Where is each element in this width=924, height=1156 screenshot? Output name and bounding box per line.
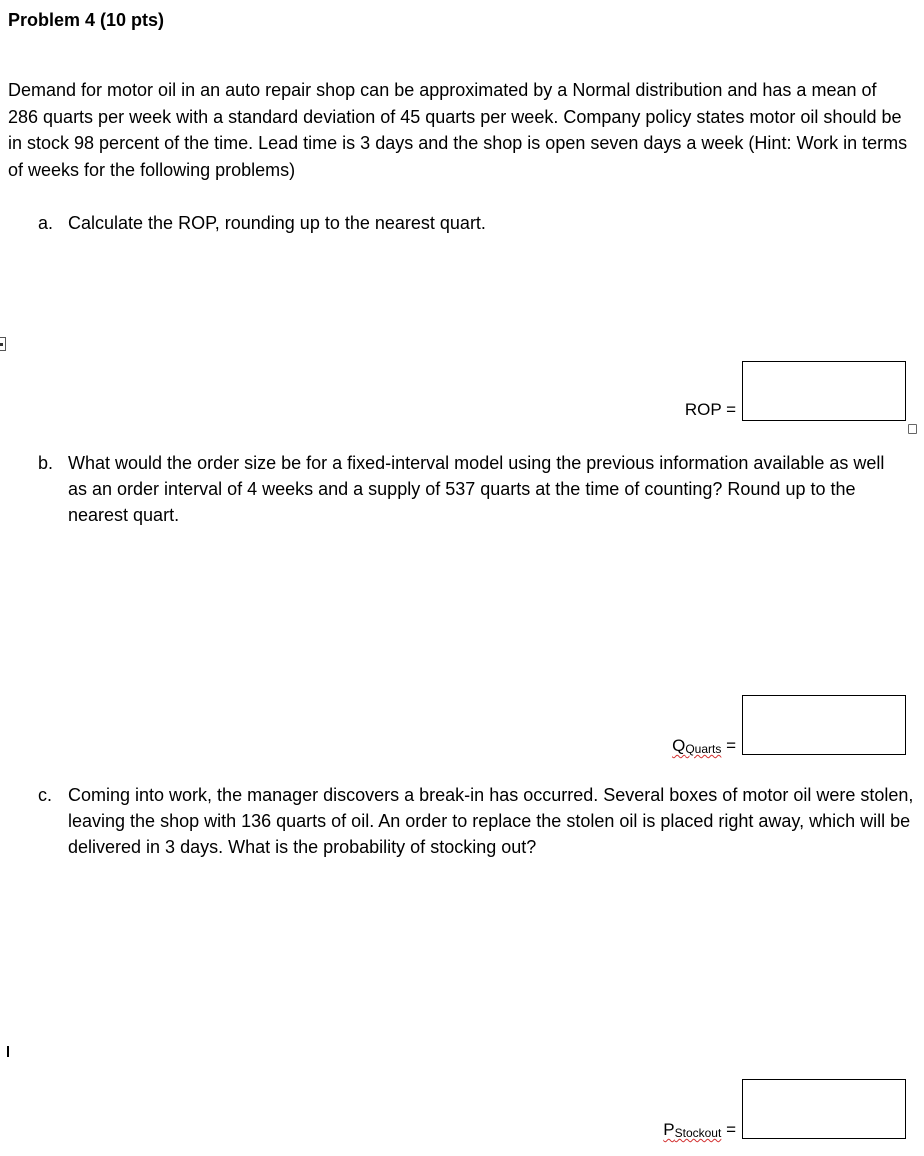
question-a (38, 210, 898, 236)
problem-title: Problem 4 (10 pts) (8, 10, 165, 30)
problem-intro: Demand for motor oil in an auto repair shop can be approximated by a Normal distribution and has a mean of 286 quarts per week with a standard deviation of 45 quarts per week. Company policy states motor oil should be in stock 98 percent of the time. Lead time is 3 days and the shop is open seven days a week (Hint: Work in terms of weeks for the following problems) (8, 80, 908, 180)
side-marker (0, 337, 6, 351)
question-a-letter: a. (38, 213, 54, 233)
q-subscript: Quarts (685, 742, 722, 756)
p-equals: = (726, 1120, 736, 1139)
resize-handle-icon[interactable] (908, 424, 917, 434)
question-a-text: Calculate the ROP, rounding up to the nearest quart. (68, 213, 486, 233)
question-c (38, 782, 918, 860)
p-stockout-symbol (663, 1120, 721, 1139)
marker-dot (0, 343, 3, 346)
question-b (38, 450, 898, 528)
q-equals: = (726, 736, 736, 755)
q-quarts-symbol (672, 736, 721, 755)
p-subscript: Stockout (674, 1126, 722, 1140)
text-cursor-icon (7, 1046, 9, 1057)
question-b-text: What would the order size be for a fixed-interval model using the previous information available as well as an order interval of 4 weeks and a supply of 537 quarts at the time of counting? Round up to the nearest quart. (68, 453, 885, 525)
rop-answer-box[interactable] (742, 361, 906, 421)
q-main: Q (672, 736, 686, 755)
p-stockout-label (580, 1120, 736, 1140)
rop-label: ROP = (684, 400, 736, 419)
q-quarts-answer-box[interactable] (742, 695, 906, 755)
question-c-text: Coming into work, the manager discovers a break-in has occurred. Several boxes of motor oil were stolen, leaving the shop with 136 quarts of oil. An order to replace the stolen oil is placed right away, which will be delivered in 3 days. What is the probability of stocking out? (68, 785, 914, 857)
question-c-letter: c. (38, 785, 53, 805)
question-b-letter: b. (38, 453, 54, 473)
q-quarts-label (600, 736, 736, 756)
p-main: P (663, 1120, 675, 1139)
p-stockout-answer-box[interactable] (742, 1079, 906, 1139)
